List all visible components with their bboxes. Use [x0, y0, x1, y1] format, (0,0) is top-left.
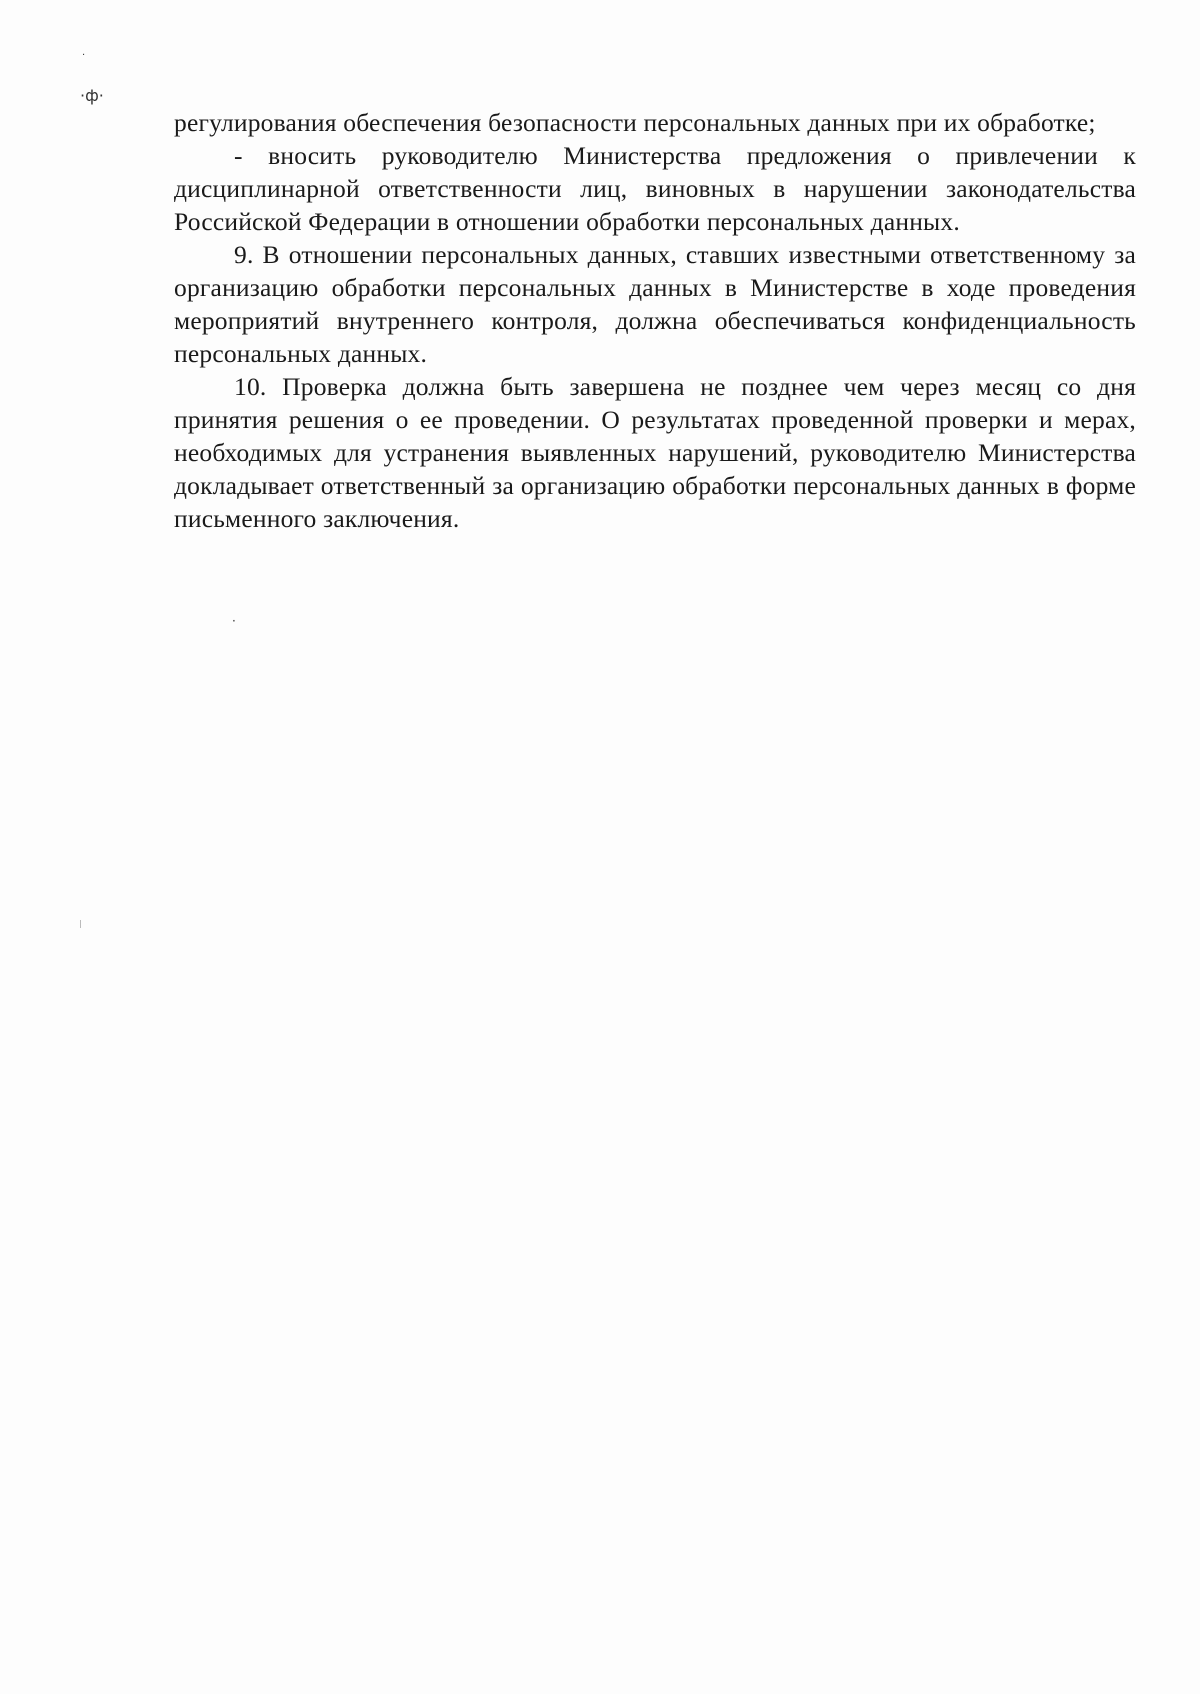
scan-speck: ·: [82, 50, 86, 61]
paragraph-item-10: 10. Проверка должна быть завершена не позднее чем через месяц со дня принятия решения о ее проведении. О результатах проведенной проверки и мерах, необходимых для устранения выявленных нарушений, руководителю Министерства докладывает ответственный за организацию обработки персональных данных в форме письменного заключения.: [174, 372, 1136, 533]
paragraph-item-9: 9. В отношении персональных данных, ставших известными ответственному за организацию обработки персональных данных в Министерстве в ходе проведения мероприятий внутреннего контроля, должна обеспечиваться конфиденциальность персональных данных.: [174, 240, 1136, 368]
document-body: [174, 106, 1136, 535]
paragraph-proposals-bullet: - вносить руководителю Министерства предложения о привлечении к дисциплинарной ответственности лиц, виновных в нарушении законодательства Российской Федерации в отношении обработки персональных данных.: [174, 141, 1136, 236]
scan-speck: [80, 920, 81, 928]
scan-speck: ·: [232, 614, 236, 628]
paragraph-continuation: регулирования обеспечения безопасности персональных данных при их обработке;: [174, 108, 1096, 137]
scan-artifact-icon: ·ф·: [80, 86, 104, 105]
